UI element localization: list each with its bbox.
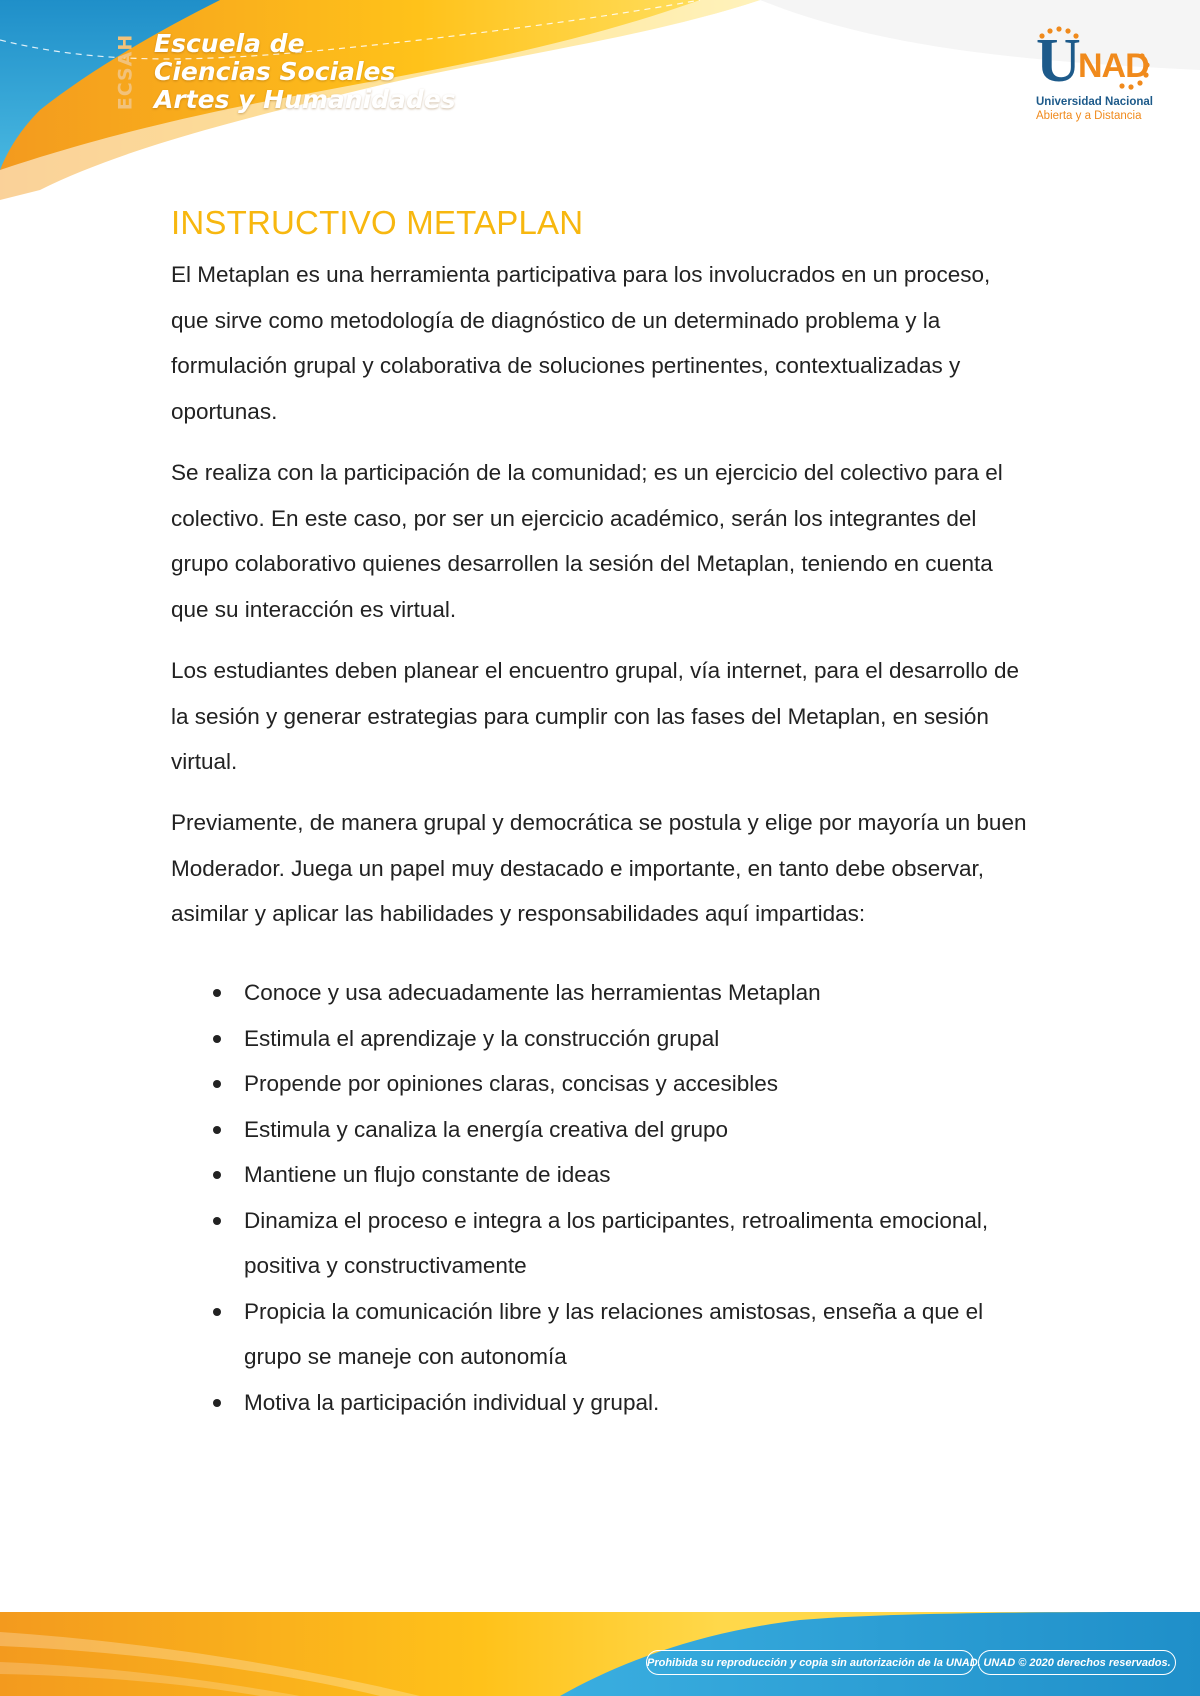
list-item: Motiva la participación individual y grupal. — [171, 1380, 1031, 1426]
bullet-icon — [213, 989, 221, 997]
school-name — [154, 30, 456, 114]
page-title: INSTRUCTIVO METAPLAN — [171, 204, 584, 241]
bullet-icon — [213, 1171, 221, 1179]
logo-mark-nad: NAD — [1078, 47, 1149, 85]
footer-notice: Prohibida su reproducción y copia sin autorización de la UNAD. — [646, 1650, 974, 1675]
logo-university-name: Universidad Nacional — [1036, 96, 1153, 108]
logo-mark-u: U — [1036, 27, 1081, 95]
bullet-icon — [213, 1126, 221, 1134]
list-item: Mantiene un flujo constante de ideas — [171, 1152, 1031, 1198]
paragraph: Previamente, de manera grupal y democrática se postula y elige por mayoría un buen Moderador. Juega un papel muy destacado e importante, en tanto debe observar, asimilar y aplicar las habilidades y responsabilidades aquí impartidas: — [171, 810, 1027, 926]
bullet-icon — [213, 1399, 221, 1407]
page-header — [0, 0, 1200, 200]
school-name-line: Ciencias Sociales — [154, 57, 396, 86]
paragraph: Los estudiantes deben planear el encuentro grupal, vía internet, para el desarrollo de la sesión y generar estrategias para cumplir con las fases del Metaplan, en sesión virtual. — [171, 658, 1020, 774]
moderator-skills-list — [171, 970, 1031, 1425]
bullet-icon — [213, 1035, 221, 1043]
list-item: Conoce y usa adecuadamente las herramientas Metaplan — [171, 970, 1031, 1016]
footer-copyright: UNAD © 2020 derechos reservados. — [978, 1650, 1176, 1675]
bullet-icon — [213, 1308, 221, 1316]
school-name-line: Escuela de — [154, 29, 305, 58]
list-item: Estimula el aprendizaje y la construcción grupal — [171, 1016, 1031, 1062]
school-tag: ECSAH — [114, 33, 137, 111]
school-name-line: Artes y Humanidades — [154, 85, 456, 114]
paragraph: Se realiza con la participación de la comunidad; es un ejercicio del colectivo para el colectivo. En este caso, por ser un ejercicio académico, serán los integrantes del grupo colaborativo quienes desarrollen la sesión del Metaplan, teniendo en cuenta que su interacción es virtual. — [171, 460, 1003, 622]
paragraph: El Metaplan es una herramienta participativa para los involucrados en un proceso, que sirve como metodología de diagnóstico de un determinado problema y la formulación grupal y colaborativa de soluciones pertinentes, contextualizadas y oportunas. — [171, 262, 991, 424]
logo-university-subtitle: Abierta y a Distancia — [1036, 110, 1142, 122]
bullet-icon — [213, 1217, 221, 1225]
list-item: Dinamiza el proceso e integra a los participantes, retroalimenta emocional, positiva y constructivamente — [171, 1198, 1031, 1289]
bullet-icon — [213, 1080, 221, 1088]
unad-logo — [1032, 26, 1162, 126]
page-footer — [0, 1612, 1200, 1696]
list-item: Propende por opiniones claras, concisas y accesibles — [171, 1061, 1031, 1107]
list-item: Propicia la comunicación libre y las relaciones amistosas, enseña a que el grupo se maneje con autonomía — [171, 1289, 1031, 1380]
list-item: Estimula y canaliza la energía creativa del grupo — [171, 1107, 1031, 1153]
